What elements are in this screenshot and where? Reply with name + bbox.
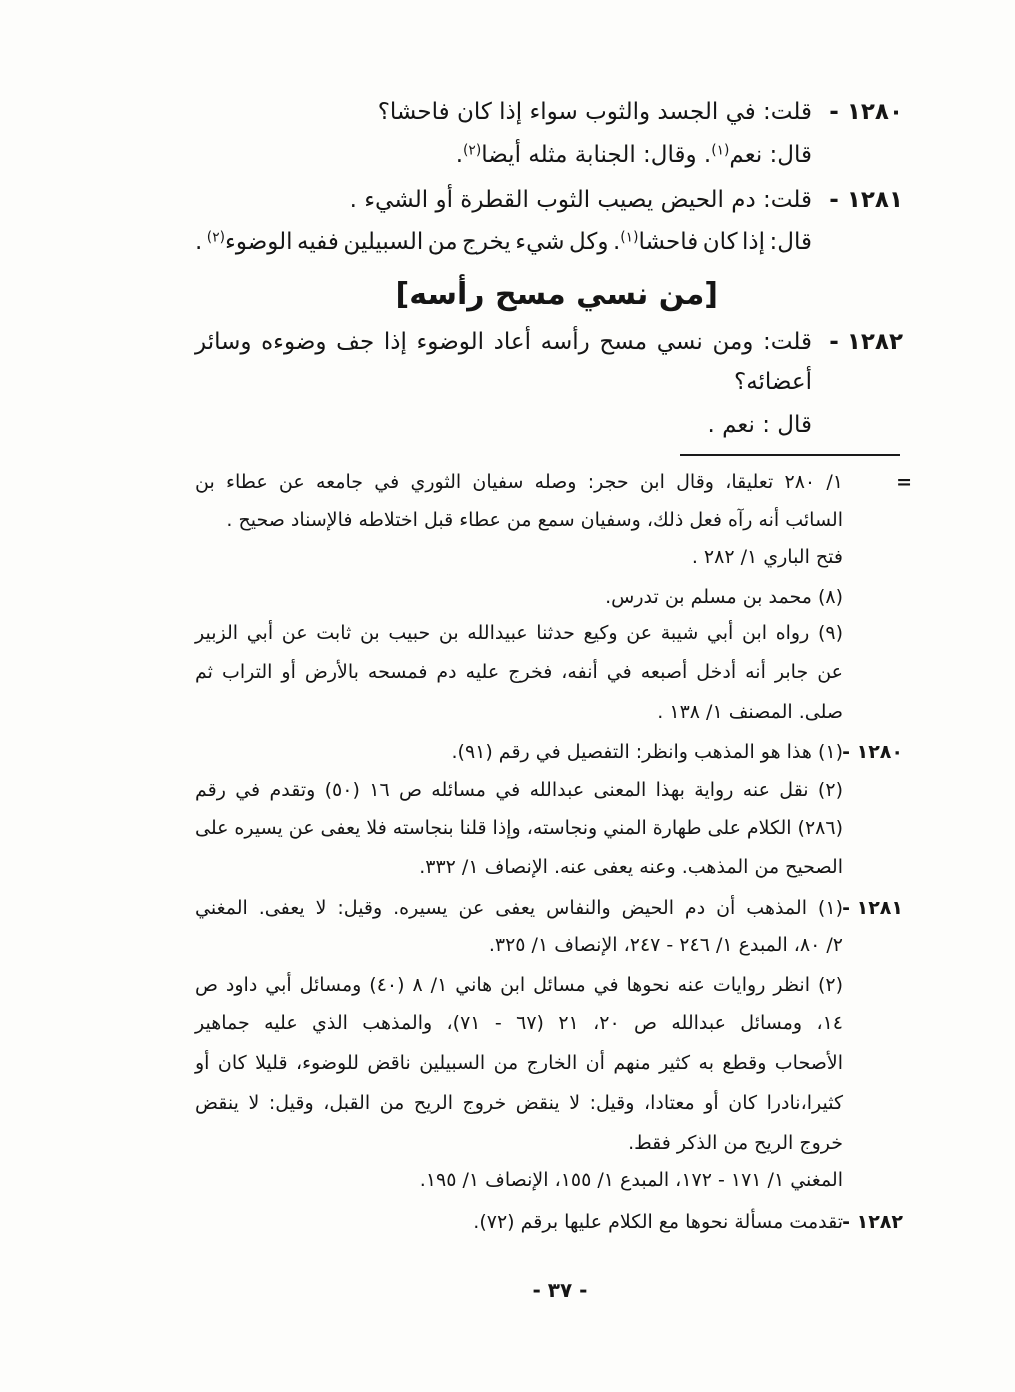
footnote-text: تقدمت مسألة نحوها مع الكلام عليها برقم (٧٢). xyxy=(473,1211,843,1233)
footnote-text: (٩) رواه ابن أبي شيبة عن وكيع حدثنا عبيدالله بن حبيب بن ثابت عن أبي الزبير xyxy=(195,622,843,644)
footnote-text: السائب أنه رآه فعل ذلك، وسفيان سمع من عطاء قبل اختلاطه فالإسناد صحيح . xyxy=(226,509,843,531)
footnote-text: المغني ١/ ١٧١ - ١٧٢، المبدع ١/ ١٥٥، الإنصاف ١/ ١٩٥. xyxy=(419,1169,843,1191)
footnote-line xyxy=(195,773,843,807)
footnote-text: صلى. المصنف ١/ ١٣٨ . xyxy=(657,701,843,723)
footnote-text: (٨) محمد بن مسلم بن تدرس. xyxy=(605,586,843,608)
footnote-text: ١/ ٢٨٠ تعليقا، وقال ابن حجر: وصله سفيان الثوري في جامعه عن عطاء بن xyxy=(195,471,843,493)
main-line-text: قلت: ومن نسي مسح رأسه أعاد الوضوء إذا جف وضوءه وسائر xyxy=(195,329,812,355)
main-line xyxy=(195,222,812,262)
footnote-line xyxy=(195,735,843,769)
main-line xyxy=(195,135,812,175)
footnote-ref: (٢) xyxy=(463,142,482,159)
text-segment: . وقال: الجنابة مثله أيضا xyxy=(481,142,712,168)
main-line-text: قال : نعم . xyxy=(707,412,812,438)
text-segment: . xyxy=(455,142,464,168)
section-heading: [من نسي مسح رأسه] xyxy=(395,277,718,312)
footnote-text: الأصحاب وقطع به كثير منهم أن الخارج من السبيلين ناقض للوضوء، قليلا كان أو xyxy=(195,1052,843,1074)
footnote-text: كثيرا،نادرا كان أو معتادا، وقيل: لا ينقض خروج الريح من القبل، وقيل: لا ينقض xyxy=(195,1092,843,1114)
footnote-line xyxy=(195,1205,843,1239)
continuation-marker: = xyxy=(896,471,912,493)
entry-number-1281: ١٢٨١ - xyxy=(829,187,903,213)
main-line xyxy=(195,405,812,445)
footnote-line xyxy=(195,850,843,884)
main-line xyxy=(195,92,812,132)
footnote-text: (٢٨٦) الكلام على طهارة المني ونجاسته، وإذا قلنا بنجاسته فلا يعفى عن يسيره على xyxy=(195,817,843,839)
footnote-ref: (١) xyxy=(620,229,639,246)
footnote-line xyxy=(195,465,843,499)
footnote-line xyxy=(195,928,843,962)
footnote-text: (١) المذهب أن دم الحيض والنفاس يعفى عن يسيره. وقيل: لا يعفى. المغني xyxy=(195,897,843,919)
footnote-line xyxy=(195,580,843,614)
footnote-line xyxy=(195,1046,843,1080)
footnote-text: ٢/ ٨٠، المبدع ١/ ٢٤٦ - ٢٤٧، الإنصاف ١/ ٣٢٥. xyxy=(488,934,843,956)
main-line-text xyxy=(456,142,812,168)
footnote-line xyxy=(195,695,843,729)
footnote-line xyxy=(195,1163,843,1197)
main-line-text xyxy=(195,229,812,255)
footnote-text: عن جابر أنه أدخل أصبعه في أنفه، فخرج عليه دم فمسحه بالأرض أو التراب ثم xyxy=(195,661,843,683)
footnote-line xyxy=(195,891,843,925)
footnote-ref: (١) xyxy=(711,142,730,159)
main-line xyxy=(195,180,812,220)
footnote-line xyxy=(195,503,843,537)
footnote-text: خروج الريح من الذكر فقط. xyxy=(628,1132,843,1154)
footnote-text: (١) هذا هو المذهب وانظر: التفصيل في رقم (٩١). xyxy=(451,741,843,763)
page-number: - ٣٧ - xyxy=(532,1278,588,1302)
main-line-text: قلت: في الجسد والثوب سواء إذا كان فاحشا؟ xyxy=(377,99,812,125)
footnote-line xyxy=(195,540,843,574)
text-segment: قال: إذا كان فاحشا xyxy=(638,229,812,255)
footnote-separator xyxy=(680,454,900,456)
footnote-entry-number-1281: ١٢٨١ - xyxy=(842,897,903,919)
footnote-ref: (٢) xyxy=(206,229,225,246)
entry-number-1280: ١٢٨٠ - xyxy=(829,99,903,125)
footnote-text: (٢) انظر روايات عنه نحوها في مسائل ابن هاني ١/ ٨ (٤٠) ومسائل أبي داود ص xyxy=(195,974,843,996)
footnote-text: (٢) نقل عنه رواية بهذا المعنى عبدالله في مسائله ص ١٦ (٥٠) وتقدم في رقم xyxy=(194,779,843,801)
main-line xyxy=(195,322,812,362)
footnote-line xyxy=(195,616,843,650)
text-segment: قال: نعم xyxy=(729,142,812,168)
footnote-line xyxy=(195,655,843,689)
footnote-text: فتح الباري ١/ ٢٨٢ . xyxy=(691,546,843,568)
text-segment: . xyxy=(195,229,207,255)
footnote-text: الصحيح من المذهب. وعنه يعفى عنه. الإنصاف ١/ ٣٣٢. xyxy=(419,856,843,878)
footnote-line xyxy=(195,1086,843,1120)
footnote-text: ١٤، ومسائل عبدالله ص ٢٠، ٢١ (٦٧ - ٧١)، والمذهب الذي عليه جماهير xyxy=(194,1012,843,1034)
footnote-entry-number-1280: ١٢٨٠ - xyxy=(842,741,903,763)
main-line-text: أعضائه؟ xyxy=(733,369,812,395)
footnote-line xyxy=(195,1006,843,1040)
footnote-entry-number-1282: ١٢٨٢ - xyxy=(842,1211,903,1233)
footnote-line xyxy=(195,968,843,1002)
entry-number-1282: ١٢٨٢ - xyxy=(829,329,903,355)
main-line-text: قلت: دم الحيض يصيب الثوب القطرة أو الشيء . xyxy=(349,187,812,213)
text-segment: . وكل شيء يخرج من السبيلين ففيه الوضوء xyxy=(225,229,621,255)
footnote-line xyxy=(195,1126,843,1160)
footnote-line xyxy=(195,811,843,845)
main-line xyxy=(195,362,812,402)
